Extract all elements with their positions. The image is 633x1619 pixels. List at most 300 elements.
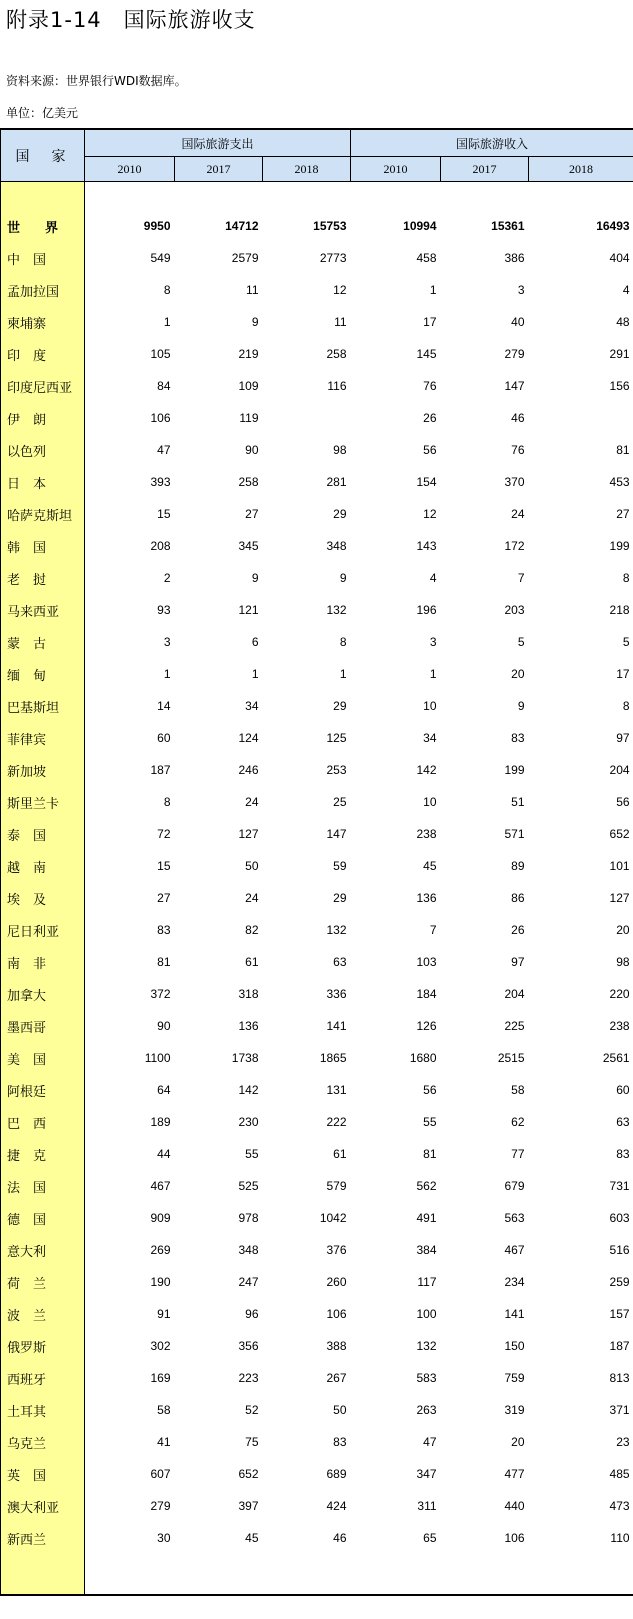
country-name-cell: 阿根廷 [1,1074,85,1106]
expenditure-2017-cell: 258 [238,475,259,489]
expenditure-2010-cell: 27 [157,891,171,905]
receipts-2018-cell: 20 [616,923,630,937]
receipts-2010-cell: 154 [416,475,437,489]
receipts-2018-cell: 603 [609,1211,630,1225]
year-header: 2018 [529,157,633,182]
country-column-header: 国 家 [1,129,85,182]
receipts-2017-cell: 203 [504,603,525,617]
country-name-cell: 埃 及 [1,882,85,914]
expenditure-2010-cell: 190 [150,1275,171,1289]
receipts-2010-cell: 184 [416,987,437,1001]
table-row [1,690,633,722]
receipts-2018-cell: 56 [616,795,630,809]
expenditure-2018-cell: 267 [326,1371,347,1385]
receipts-2017-cell: 225 [504,1019,525,1033]
year-header: 2018 [263,157,351,182]
country-name-cell: 澳大利亚 [1,1490,85,1522]
receipts-2010-cell: 132 [416,1339,437,1353]
country-cell-empty [1,1554,85,1595]
country-name-cell: 新加坡 [1,754,85,786]
table-row [1,274,633,306]
country-name-cell: 越 南 [1,850,85,882]
receipts-2018-cell: 127 [609,891,630,905]
spacer-row [1,182,633,211]
expenditure-2017-cell: 55 [245,1147,259,1161]
expenditure-2017-cell: 24 [245,795,259,809]
country-name-cell: 加拿大 [1,978,85,1010]
expenditure-2010-cell: 81 [157,955,171,969]
country-name-cell: 世 界 [1,210,85,242]
receipts-2017-cell: 97 [511,955,525,969]
receipts-2018-cell: 516 [609,1243,630,1257]
receipts-2018-cell: 238 [609,1019,630,1033]
receipts-2017-cell: 467 [504,1243,525,1257]
receipts-2010-cell: 136 [416,891,437,905]
receipts-2017-cell: 2515 [497,1051,525,1065]
expenditure-2010-cell: 269 [150,1243,171,1257]
expenditure-2018-cell: 258 [326,347,347,361]
table-row [1,562,633,594]
expenditure-2018-cell: 376 [326,1243,347,1257]
expenditure-2018-cell: 260 [326,1275,347,1289]
expenditure-2010-cell: 91 [157,1307,171,1321]
table-row [1,1042,633,1074]
expenditure-2018-cell: 59 [333,859,347,873]
expenditure-2018-cell: 147 [326,827,347,841]
receipts-2017-cell: 3 [517,283,525,297]
country-name-cell: 柬埔寨 [1,306,85,338]
expenditure-2018-cell: 11 [334,315,347,329]
receipts-2018-cell: 8 [622,699,630,713]
expenditure-2017-cell: 34 [245,699,259,713]
receipts-2017-cell: 172 [504,539,525,553]
table-row [1,626,633,658]
table-row [1,946,633,978]
expenditure-2010-cell: 60 [157,731,171,745]
receipts-2010-cell: 56 [423,1083,437,1097]
expenditure-2017-cell: 9 [251,315,259,329]
receipts-2017-cell: 319 [504,1403,525,1417]
receipts-2017-cell: 759 [504,1371,525,1385]
receipts-2010-cell: 12 [423,507,437,521]
year-header: 2010 [351,157,441,182]
country-name-cell: 日 本 [1,466,85,498]
receipts-2017-cell: 477 [504,1467,525,1481]
table-row [1,1234,633,1266]
expenditure-2010-cell: 909 [150,1211,171,1225]
receipts-2018-cell: 731 [609,1179,630,1193]
country-name-cell: 捷 克 [1,1138,85,1170]
country-name-cell: 菲律宾 [1,722,85,754]
expenditure-2018-cell: 29 [333,891,347,905]
table-row [1,1074,633,1106]
receipts-2018-cell: 4 [622,283,630,297]
receipts-2017-cell: 204 [504,987,525,1001]
bottom-padding-row [1,1554,633,1595]
expenditure-2010-cell: 1 [163,315,171,329]
receipts-2010-cell: 17 [423,315,437,329]
expenditure-2017-cell: 246 [238,763,259,777]
table-row [1,722,633,754]
country-name-cell: 新西兰 [1,1522,85,1554]
expenditure-2017-cell: 109 [238,379,259,393]
table-header [1,129,633,182]
receipts-2017-cell: 24 [511,507,525,521]
receipts-2017-cell: 26 [511,923,525,937]
country-name-cell: 乌克兰 [1,1426,85,1458]
expenditure-2017-cell: 652 [238,1467,259,1481]
receipts-2018-cell: 110 [610,1531,630,1545]
expenditure-2017-cell: 136 [238,1019,259,1033]
country-name-cell: 波 兰 [1,1298,85,1330]
expenditure-2010-cell: 93 [157,603,171,617]
expenditure-2017-cell: 525 [238,1179,259,1193]
receipts-2018-cell: 156 [609,379,630,393]
expenditure-2018-cell: 132 [326,603,347,617]
expenditure-2017-cell: 96 [245,1307,259,1321]
expenditure-2010-cell: 467 [150,1179,171,1193]
country-name-cell: 荷 兰 [1,1266,85,1298]
receipts-2010-cell: 143 [416,539,437,553]
expenditure-2010-cell: 14 [157,699,171,713]
table-row [1,370,633,402]
receipts-2018-cell: 220 [609,987,630,1001]
expenditure-2017-cell: 219 [238,347,259,361]
table-body [1,182,633,1596]
receipts-2017-cell: 150 [504,1339,525,1353]
expenditure-2017-cell: 75 [245,1435,259,1449]
expenditure-2017-cell: 24 [245,891,259,905]
table-row [1,1202,633,1234]
world-total-row [1,210,633,242]
expenditure-2010-cell: 30 [157,1531,171,1545]
receipts-2018-cell: 652 [609,827,630,841]
receipts-2010-cell: 1 [429,667,437,681]
receipts-2010-cell: 26 [423,411,437,425]
year-header: 2017 [175,157,263,182]
receipts-2017-cell: 5 [517,635,525,649]
table-row [1,402,633,434]
table-row [1,978,633,1010]
tourism-table [0,128,633,1596]
table-row [1,1106,633,1138]
receipts-2018-cell: 27 [616,507,630,521]
receipts-2018-cell [529,402,633,434]
expenditure-2018-cell: 125 [326,731,347,745]
country-name-cell: 泰 国 [1,818,85,850]
receipts-2018-cell: 8 [622,571,630,585]
country-name-cell: 印 度 [1,338,85,370]
table-row [1,1426,633,1458]
expenditure-2018-cell: 98 [333,443,347,457]
receipts-2010-cell: 10 [423,795,437,809]
receipts-2017-cell: 51 [511,795,525,809]
table-row [1,754,633,786]
receipts-2018-cell: 97 [616,731,630,745]
receipts-2017-cell: 20 [511,667,525,681]
receipts-2010-cell: 142 [416,763,437,777]
receipts-group-header: 国际旅游收入 [351,129,633,157]
expenditure-2010-cell: 44 [157,1147,171,1161]
receipts-2017-cell: 147 [504,379,525,393]
table-row [1,594,633,626]
table-row [1,1522,633,1554]
receipts-2010-cell: 196 [416,603,437,617]
receipts-2018-cell: 371 [609,1403,630,1417]
expenditure-2018-cell: 1865 [319,1051,347,1065]
expenditure-2018-cell [263,402,351,434]
table-row [1,466,633,498]
table-row [1,1330,633,1362]
receipts-2017-cell: 563 [504,1211,525,1225]
table-row [1,1170,633,1202]
expenditure-2018-cell: 1 [339,667,347,681]
country-name-cell: 西班牙 [1,1362,85,1394]
receipts-2010-cell: 1 [429,283,437,297]
country-name-cell: 哈萨克斯坦 [1,498,85,530]
receipts-2018-cell: 453 [609,475,630,489]
table-row [1,306,633,338]
table-row [1,850,633,882]
receipts-2018-cell: 204 [609,763,630,777]
expenditure-2010-cell: 549 [150,251,171,265]
country-name-cell: 中 国 [1,242,85,274]
expenditure-2018-cell: 61 [333,1147,347,1161]
country-name-cell: 斯里兰卡 [1,786,85,818]
receipts-2010-cell: 10 [423,699,437,713]
expenditure-2017-cell: 223 [238,1371,259,1385]
expenditure-2017-cell: 318 [238,987,259,1001]
receipts-2018-cell: 17 [616,667,630,681]
table-row [1,498,633,530]
receipts-2018-cell: 157 [609,1307,630,1321]
receipts-2018-cell: 101 [609,859,630,873]
country-name-cell: 孟加拉国 [1,274,85,306]
receipts-2017-cell: 40 [511,315,525,329]
expenditure-2010-cell: 393 [150,475,171,489]
table-row [1,1490,633,1522]
expenditure-2010-cell: 15 [157,859,171,873]
expenditure-2010-cell: 9950 [143,219,171,233]
receipts-2010-cell: 65 [423,1531,437,1545]
receipts-2010-cell: 56 [423,443,437,457]
receipts-2017-cell: 9 [517,699,525,713]
expenditure-2018-cell: 63 [333,955,347,969]
receipts-2010-cell: 10994 [403,219,437,233]
receipts-2018-cell: 81 [616,443,630,457]
receipts-2010-cell: 458 [416,251,437,265]
expenditure-2018-cell: 29 [333,699,347,713]
table-row [1,1394,633,1426]
expenditure-2018-cell: 12 [333,283,347,297]
expenditure-2017-cell: 124 [238,731,259,745]
expenditure-2010-cell: 8 [163,795,171,809]
receipts-2018-cell: 404 [609,251,630,265]
receipts-2017-cell: 89 [511,859,525,873]
expenditure-2010-cell: 189 [150,1115,171,1129]
expenditure-2018-cell: 9 [339,571,347,585]
country-name-cell: 美 国 [1,1042,85,1074]
empty-cell [85,182,633,211]
receipts-2017-cell: 440 [504,1499,525,1513]
table-row [1,818,633,850]
table-row [1,1266,633,1298]
receipts-2017-cell: 58 [511,1083,525,1097]
receipts-2010-cell: 347 [416,1467,437,1481]
receipts-2017-cell: 386 [504,251,525,265]
expenditure-2010-cell: 372 [150,987,171,1001]
expenditure-2018-cell: 106 [326,1307,347,1321]
receipts-2010-cell: 76 [423,379,437,393]
expenditure-2018-cell: 116 [327,379,347,393]
expenditure-2018-cell: 50 [333,1403,347,1417]
receipts-2010-cell: 263 [416,1403,437,1417]
expenditure-2010-cell: 47 [157,443,171,457]
receipts-2010-cell: 47 [423,1435,437,1449]
expenditure-2010-cell: 15 [157,507,171,521]
expenditure-2018-cell: 281 [326,475,347,489]
expenditure-2010-cell: 84 [157,379,171,393]
expenditure-2010-cell: 90 [157,1019,171,1033]
expenditure-2018-cell: 46 [333,1531,347,1545]
expenditure-2017-cell: 82 [245,923,259,937]
expenditure-2010-cell: 607 [150,1467,171,1481]
expenditure-2010-cell: 1100 [144,1051,171,1065]
expenditure-2010-cell: 208 [150,539,171,553]
country-name-cell: 尼日利亚 [1,914,85,946]
receipts-2010-cell: 583 [416,1371,437,1385]
expenditure-2018-cell: 15753 [313,219,347,233]
expenditure-2010-cell: 302 [150,1339,171,1353]
expenditure-2010-cell: 83 [157,923,171,937]
receipts-2010-cell: 81 [423,1147,437,1161]
country-name-cell: 印度尼西亚 [1,370,85,402]
expenditure-2010-cell: 64 [157,1083,171,1097]
receipts-2010-cell: 145 [416,347,437,361]
expenditure-2017-cell: 2579 [231,251,259,265]
expenditure-2017-cell: 978 [238,1211,259,1225]
table-row [1,242,633,274]
expenditure-2010-cell: 41 [157,1435,171,1449]
year-header: 2017 [441,157,529,182]
expenditure-2018-cell: 579 [326,1179,347,1193]
receipts-2018-cell: 199 [609,539,630,553]
country-name-cell: 缅 甸 [1,658,85,690]
receipts-2017-cell: 199 [504,763,525,777]
receipts-2018-cell: 485 [609,1467,630,1481]
unit-note: 单位：亿美元 [6,106,79,120]
expenditure-2017-cell: 345 [238,539,259,553]
receipts-2010-cell: 238 [416,827,437,841]
expenditure-2010-cell: 3 [163,635,171,649]
empty-cell [85,1554,633,1595]
country-cell-empty [1,182,85,211]
expenditure-2017-cell: 1738 [231,1051,259,1065]
expenditure-2017-cell: 6 [251,635,259,649]
receipts-2010-cell: 384 [416,1243,437,1257]
data-source-note: 资料来源：世界银行WDI数据库。 [6,74,187,88]
country-name-cell: 以色列 [1,434,85,466]
country-name-cell: 伊 朗 [1,402,85,434]
receipts-2010-cell: 126 [416,1019,437,1033]
receipts-2010-cell: 117 [417,1275,437,1289]
expenditure-2010-cell: 8 [163,283,171,297]
table-row [1,658,633,690]
country-name-cell: 韩 国 [1,530,85,562]
expenditure-2018-cell: 131 [326,1083,347,1097]
expenditure-2010-cell: 106 [150,411,171,425]
table-row [1,434,633,466]
expenditure-2017-cell: 121 [238,603,259,617]
expenditure-2017-cell: 230 [238,1115,259,1129]
receipts-2017-cell: 141 [504,1307,525,1321]
receipts-2010-cell: 55 [423,1115,437,1129]
table-row [1,786,633,818]
receipts-2018-cell: 83 [616,1147,630,1161]
expenditure-2018-cell: 25 [333,795,347,809]
receipts-2018-cell: 48 [616,315,630,329]
expenditure-2017-cell: 27 [245,507,259,521]
receipts-2017-cell: 76 [511,443,525,457]
receipts-2018-cell: 218 [609,603,630,617]
page-title: 附录1-14 国际旅游收支 [6,8,256,32]
table-row [1,1138,633,1170]
receipts-2010-cell: 311 [417,1499,437,1513]
expenditure-2017-cell: 9 [251,571,259,585]
expenditure-2017-cell: 397 [238,1499,259,1513]
receipts-2018-cell: 5 [622,635,630,649]
country-name-cell: 土耳其 [1,1394,85,1426]
receipts-2010-cell: 562 [416,1179,437,1193]
table-row [1,338,633,370]
expenditure-2018-cell: 424 [326,1499,347,1513]
country-name-cell: 巴基斯坦 [1,690,85,722]
receipts-2017-cell: 234 [504,1275,525,1289]
table-row [1,882,633,914]
expenditure-2018-cell: 336 [326,987,347,1001]
receipts-2010-cell: 34 [423,731,437,745]
expenditure-2017-cell: 52 [245,1403,259,1417]
expenditure-2017-cell: 14712 [225,219,259,233]
expenditure-2017-cell: 50 [245,859,259,873]
receipts-2017-cell: 279 [504,347,525,361]
expenditure-2010-cell: 105 [150,347,171,361]
receipts-2018-cell: 16493 [596,219,630,233]
expenditure-2018-cell: 253 [326,763,347,777]
country-name-cell: 法 国 [1,1170,85,1202]
expenditure-2017-cell: 1 [251,667,259,681]
receipts-2017-cell: 77 [511,1147,525,1161]
expenditure-2017-cell: 356 [238,1339,259,1353]
expenditure-2018-cell: 348 [326,539,347,553]
expenditure-2017-cell: 119 [239,411,259,425]
receipts-2018-cell: 60 [616,1083,630,1097]
receipts-2017-cell: 46 [511,411,525,425]
expenditure-2010-cell: 169 [150,1371,171,1385]
receipts-2017-cell: 83 [511,731,525,745]
expenditure-2018-cell: 29 [333,507,347,521]
receipts-2017-cell: 86 [511,891,525,905]
receipts-2018-cell: 259 [609,1275,630,1289]
expenditure-2018-cell: 388 [326,1339,347,1353]
table-row [1,1458,633,1490]
receipts-2018-cell: 187 [609,1339,630,1353]
expenditure-2018-cell: 8 [339,635,347,649]
receipts-2010-cell: 491 [416,1211,437,1225]
country-name-cell: 英 国 [1,1458,85,1490]
expenditure-group-header: 国际旅游支出 [85,129,351,157]
receipts-2017-cell: 20 [511,1435,525,1449]
